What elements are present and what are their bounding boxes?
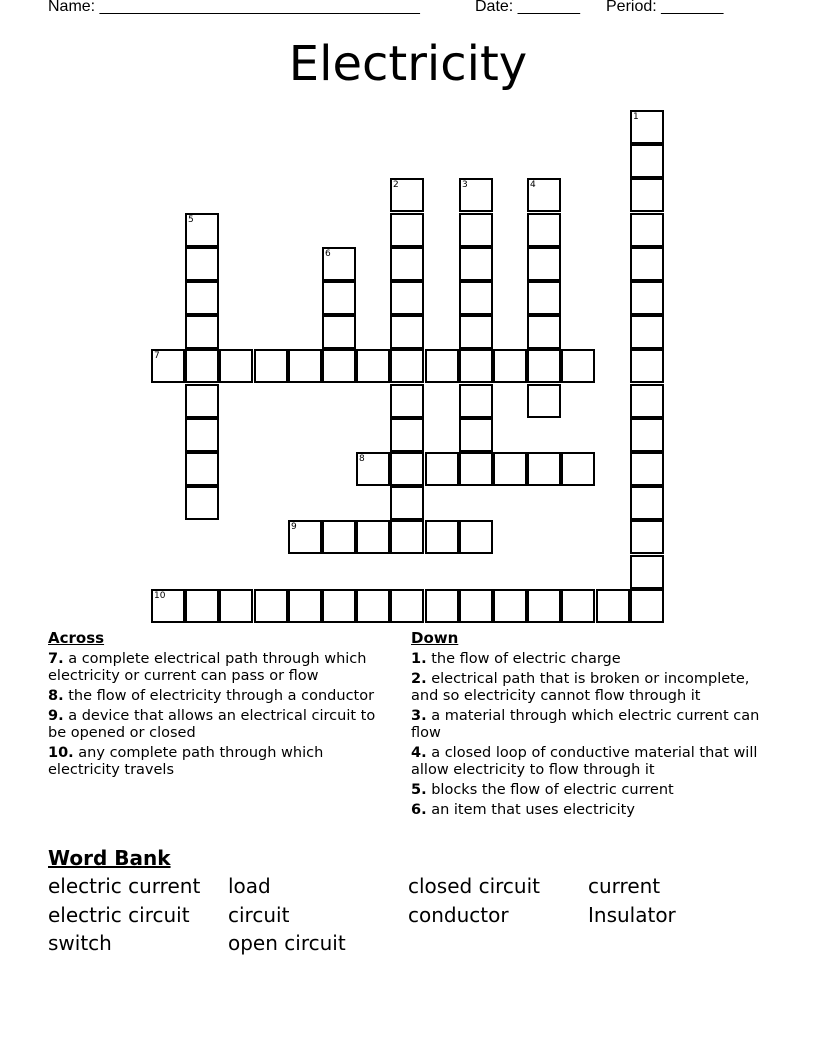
crossword-cell[interactable] <box>630 520 664 554</box>
word-bank-item: closed circuit <box>408 874 540 898</box>
clue-across-7: 7. a complete electrical path through which electricity or current can pass or flow <box>48 651 367 684</box>
crossword-cell[interactable] <box>288 520 322 554</box>
crossword-cell[interactable] <box>630 486 664 520</box>
crossword-cell[interactable] <box>322 247 356 281</box>
crossword-cell[interactable] <box>185 315 219 349</box>
crossword-cell[interactable] <box>390 247 424 281</box>
crossword-cell[interactable] <box>459 213 493 247</box>
clue-number: 3 <box>462 180 468 190</box>
clue-number: 5 <box>188 215 194 225</box>
word-bank-item: circuit <box>228 903 290 927</box>
crossword-cell[interactable] <box>356 349 390 383</box>
clue-number: 10 <box>154 591 166 601</box>
crossword-cell[interactable] <box>322 349 356 383</box>
crossword-cell[interactable] <box>390 452 424 486</box>
crossword-cell[interactable] <box>459 452 493 486</box>
clue-number: 6 <box>325 249 331 259</box>
clue-number: 8 <box>359 454 365 464</box>
crossword-cell[interactable] <box>561 589 595 623</box>
crossword-cell[interactable] <box>630 555 664 589</box>
crossword-cell[interactable] <box>596 589 630 623</box>
word-bank-item: electric circuit <box>48 903 190 927</box>
down-clues <box>411 630 761 822</box>
crossword-cell[interactable] <box>185 213 219 247</box>
clue-across-9: 9. a device that allows an electrical circuit to be opened or closed <box>48 708 376 741</box>
crossword-cell[interactable] <box>390 281 424 315</box>
crossword-cell[interactable] <box>493 349 527 383</box>
crossword-cell[interactable] <box>390 349 424 383</box>
crossword-cell[interactable] <box>630 178 664 212</box>
crossword-cell[interactable] <box>527 349 561 383</box>
crossword-cell[interactable] <box>493 452 527 486</box>
crossword-cell[interactable] <box>151 589 185 623</box>
word-bank-item: load <box>228 874 271 898</box>
crossword-cell[interactable] <box>630 315 664 349</box>
word-bank-item: electric current <box>48 874 201 898</box>
date-field[interactable]: Date: _______ <box>475 0 580 15</box>
crossword-cell[interactable] <box>185 384 219 418</box>
crossword-cell[interactable] <box>390 178 424 212</box>
across-clues <box>48 630 388 782</box>
crossword-cell[interactable] <box>527 281 561 315</box>
crossword-cell[interactable] <box>630 452 664 486</box>
crossword-cell[interactable] <box>527 178 561 212</box>
clue-across-8: 8. the flow of electricity through a conductor <box>48 688 375 704</box>
across-heading: Across <box>48 629 105 647</box>
crossword-cell[interactable] <box>561 349 595 383</box>
crossword-cell[interactable] <box>630 418 664 452</box>
crossword-cell[interactable] <box>288 589 322 623</box>
crossword-cell[interactable] <box>322 281 356 315</box>
clue-down-5: 5. blocks the flow of electric current <box>411 782 674 798</box>
crossword-cell[interactable] <box>390 520 424 554</box>
crossword-cell[interactable] <box>630 589 664 623</box>
word-bank-item: conductor <box>408 903 509 927</box>
crossword-cell[interactable] <box>459 384 493 418</box>
crossword-cell[interactable] <box>185 281 219 315</box>
name-field[interactable]: Name: ____________________________________ <box>48 0 420 15</box>
crossword-cell[interactable] <box>254 349 288 383</box>
clue-down-4: 4. a closed loop of conductive material that will allow electricity to flow through it <box>411 745 758 778</box>
word-bank-item: switch <box>48 931 112 955</box>
clue-down-6: 6. an item that uses electricity <box>411 802 635 818</box>
crossword-cell[interactable] <box>356 520 390 554</box>
crossword-cell[interactable] <box>630 110 664 144</box>
clue-number: 7 <box>154 351 160 361</box>
clue-number: 9 <box>291 522 297 532</box>
crossword-cell[interactable] <box>390 213 424 247</box>
clue-number: 1 <box>633 112 639 122</box>
crossword-cell[interactable] <box>185 452 219 486</box>
crossword-cell[interactable] <box>151 349 185 383</box>
crossword-cell[interactable] <box>527 315 561 349</box>
crossword-cell[interactable] <box>630 144 664 178</box>
crossword-cell[interactable] <box>527 452 561 486</box>
crossword-cell[interactable] <box>390 384 424 418</box>
crossword-cell[interactable] <box>185 486 219 520</box>
crossword-cell[interactable] <box>459 418 493 452</box>
clue-number: 4 <box>530 180 536 190</box>
crossword-cell[interactable] <box>356 452 390 486</box>
crossword-cell[interactable] <box>288 349 322 383</box>
crossword-cell[interactable] <box>390 315 424 349</box>
clue-down-2: 2. electrical path that is broken or incomplete, and so electricity cannot flow through it <box>411 671 750 704</box>
crossword-cell[interactable] <box>459 247 493 281</box>
crossword-cell[interactable] <box>390 486 424 520</box>
crossword-cell[interactable] <box>527 247 561 281</box>
crossword-cell[interactable] <box>459 349 493 383</box>
crossword-cell[interactable] <box>322 589 356 623</box>
crossword-cell[interactable] <box>219 589 253 623</box>
crossword-cell[interactable] <box>425 349 459 383</box>
crossword-cell[interactable] <box>459 178 493 212</box>
clue-across-10: 10. any complete path through which electricity travels <box>48 745 324 778</box>
crossword-cell[interactable] <box>630 247 664 281</box>
crossword-cell[interactable] <box>356 589 390 623</box>
clue-down-1: 1. the flow of electric charge <box>411 651 621 667</box>
crossword-cell[interactable] <box>630 213 664 247</box>
crossword-cell[interactable] <box>459 520 493 554</box>
page-title: Electricity <box>288 36 528 92</box>
word-bank-title: Word Bank <box>48 846 171 870</box>
crossword-cell[interactable] <box>219 349 253 383</box>
crossword-cell[interactable] <box>390 418 424 452</box>
crossword-cell[interactable] <box>527 384 561 418</box>
crossword-cell[interactable] <box>185 349 219 383</box>
clue-number: 2 <box>393 180 399 190</box>
crossword-cell[interactable] <box>527 589 561 623</box>
clue-down-3: 3. a material through which electric current can flow <box>411 708 760 741</box>
crossword-cell[interactable] <box>322 520 356 554</box>
crossword-cell[interactable] <box>425 589 459 623</box>
crossword-cell[interactable] <box>425 520 459 554</box>
crossword-cell[interactable] <box>630 281 664 315</box>
crossword-cell[interactable] <box>493 589 527 623</box>
crossword-cell[interactable] <box>185 418 219 452</box>
crossword-cell[interactable] <box>630 349 664 383</box>
crossword-cell[interactable] <box>322 315 356 349</box>
crossword-cell[interactable] <box>527 213 561 247</box>
crossword-cell[interactable] <box>459 589 493 623</box>
crossword-cell[interactable] <box>254 589 288 623</box>
crossword-cell[interactable] <box>390 589 424 623</box>
word-bank-item: Insulator <box>588 903 676 927</box>
crossword-cell[interactable] <box>425 452 459 486</box>
crossword-cell[interactable] <box>185 247 219 281</box>
crossword-cell[interactable] <box>459 315 493 349</box>
period-field[interactable]: Period: _______ <box>606 0 724 15</box>
crossword-cell[interactable] <box>185 589 219 623</box>
crossword-cell[interactable] <box>630 384 664 418</box>
crossword-cell[interactable] <box>561 452 595 486</box>
word-bank-item: open circuit <box>228 931 346 955</box>
word-bank-item: current <box>588 874 661 898</box>
crossword-cell[interactable] <box>459 281 493 315</box>
down-heading: Down <box>411 629 459 647</box>
